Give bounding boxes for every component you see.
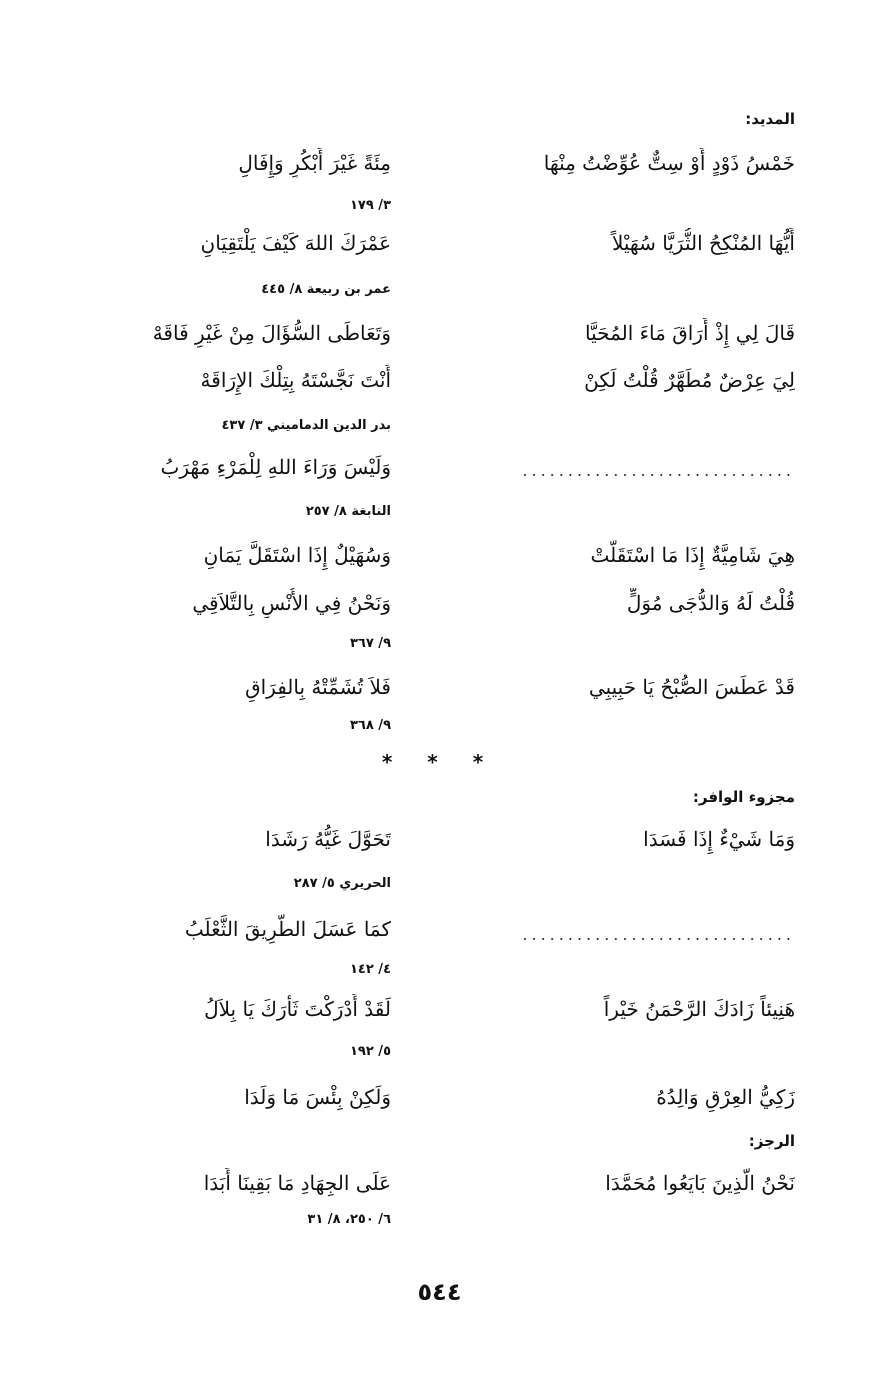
verse-ellipsis: .............................. [522,925,795,944]
verse-second-hemistich: لَقَدْ أَدْرَكْتَ ثَأْرَكَ يَا بِلاَلُ [204,997,391,1021]
verse-second-hemistich: عَمْرَكَ اللهَ كَيْفَ يَلْتَقِيَانِ [200,231,391,255]
verse-first-hemistich: قَدْ عَطَسَ الصُّبْحُ يَا حَبِيبِي [588,675,795,699]
verse-reference: ٦/ ٢٥٠، ٨/ ٣١ [307,1212,391,1227]
verse-reference: ٣/ ١٧٩ [349,198,391,213]
section-heading-madid: المديد: [745,110,795,128]
verse-first-hemistich: خَمْسُ ذَوْدٍ أَوْ سِتٌّ عُوِّضْتُ مِنْهَا [543,151,795,175]
verse-reference: عمر بن ربيعة ٨/ ٤٤٥ [261,282,391,297]
verse-ellipsis: .............................. [522,461,795,480]
verse-first-hemistich: لِيَ عِرْضٌ مُطَهَّرٌ قُلْتُ لَكِنْ [584,368,795,392]
verse-second-hemistich: كمَا عَسَلَ الطَّرِيقَ الثَّعْلَبُ [184,917,391,941]
verse-reference: النابغة ٨/ ٢٥٧ [305,504,391,519]
verse-second-hemistich: وَسُهَيْلٌ إِذَا اسْتَقَلَّ يَمَانِ [203,543,391,567]
verse-first-hemistich: أَيُّهَا المُنْكِحُ الثُّرَيَّا سُهَيْلاً [611,231,795,255]
verse-first-hemistich: هَنِيئاً زَادَكَ الرَّحْمَنُ خَيْراً [603,997,795,1021]
section-heading-rajaz: الرجز: [748,1132,795,1150]
verse-first-hemistich: هِيَ شَامِيَّةٌ إِذَا مَا اسْتَقَلَّتْ [590,543,795,567]
verse-first-hemistich: وَمَا شَيْءٌ إِذَا فَسَدَا [643,827,795,851]
verse-reference: ٩/ ٣٦٨ [349,718,391,733]
verse-second-hemistich: وَلَيْسَ وَرَاءَ اللهِ لِلْمَرْءِ مَهْرَبُ [160,455,391,479]
verse-first-hemistich: زَكِيُّ العِرْقِ وَالِدُهُ [656,1085,795,1109]
page-number: ٥٤٤ [417,1278,462,1306]
section-separator: * * * [381,750,498,774]
verse-second-hemistich: فَلاَ تُشَمِّتْهُ بِالفِرَاقِ [245,675,391,699]
verse-reference: ٥/ ١٩٢ [349,1044,391,1059]
verse-reference: ٤/ ١٤٢ [349,962,391,977]
verse-reference: بدر الدين الدماميني ٣/ ٤٣٧ [221,418,391,433]
verse-second-hemistich: وَلَكِنْ بِئْسَ مَا وَلَدَا [244,1085,391,1109]
verse-second-hemistich: تَحَوَّلَ غَيُّهُ رَشَدَا [265,827,391,851]
verse-first-hemistich: قَالَ لِي إِذْ أَرَاقَ مَاءَ المُحَيَّا [585,321,795,345]
verse-reference: الحريري ٥/ ٢٨٧ [293,876,391,891]
verse-second-hemistich: عَلَى الجِهَادِ مَا بَقِينَا أَبَدَا [203,1171,391,1195]
verse-second-hemistich: وَتَعَاطَى السُّؤَالَ مِنْ غَيْرِ فَاقَهْ [152,321,391,345]
section-heading-wafir: مجزوء الوافر: [692,788,795,806]
verse-first-hemistich: قُلْتُ لَهُ وَالدُّجَى مُوَلٍّ [626,591,795,615]
verse-second-hemistich: وَنَحْنُ فِي الأُنْسِ بِالتَّلاَقِي [192,591,391,615]
verse-second-hemistich: أَنْتَ نَجَّسْتَهُ بِتِلْكَ الإِرَاقَهْ [200,368,391,392]
verse-reference: ٩/ ٣٦٧ [349,636,391,651]
verse-second-hemistich: مِئَةً غَيْرَ أَبْكُرٍ وَإِفَالِ [238,151,391,175]
verse-first-hemistich: نَحْنُ الَّذِينَ بَايَعُوا مُحَمَّدَا [605,1171,795,1195]
